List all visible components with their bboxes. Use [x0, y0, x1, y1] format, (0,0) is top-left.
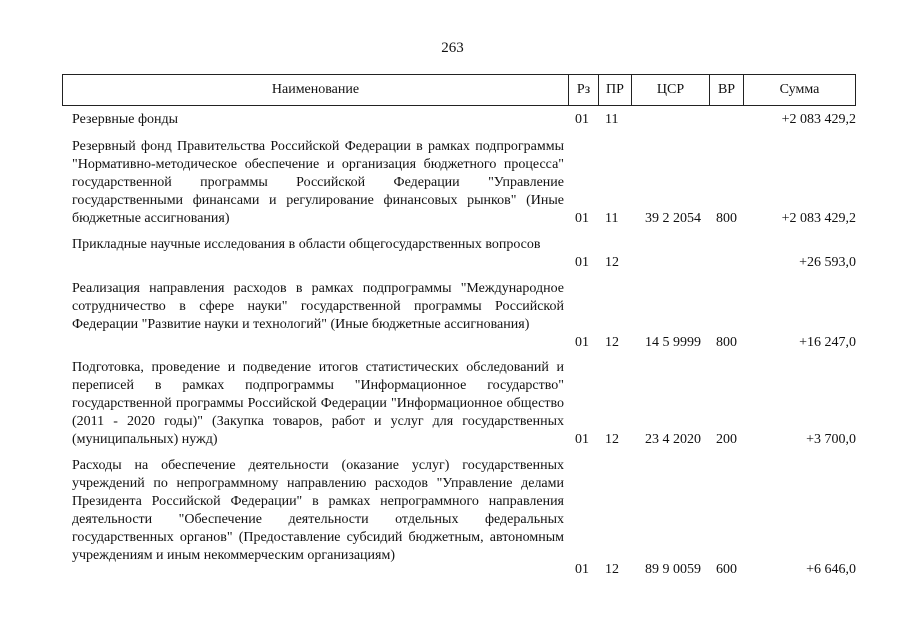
header-rz: Рз: [568, 75, 598, 105]
table-row: [72, 111, 856, 129]
row-sum: +2 083 429,2: [781, 211, 856, 226]
row-name: Прикладные научные исследования в области общегосударственных вопросов: [72, 237, 541, 252]
row-name: Резервный фонд Правительства Российской Федерации в рамках подпрограммы "Нормативно-методическое обеспечение и организация бюджетного процесса" государственной программы Российской Федерации "Управление государственными финансами и регулирование финансовых рынков" (Иные бюджетные ассигнования): [72, 139, 564, 226]
row-vr: 200: [716, 432, 737, 447]
row-rz: 01: [575, 562, 589, 577]
table-row: [72, 138, 856, 228]
row-name: Резервные фонды: [72, 112, 179, 127]
row-sum: +26 593,0: [799, 255, 856, 270]
row-pr: 12: [605, 335, 619, 350]
row-vr: 800: [716, 335, 737, 350]
row-rz: 01: [575, 432, 589, 447]
header-sum: Сумма: [743, 75, 856, 105]
row-pr: 11: [605, 211, 619, 226]
row-rz: 01: [575, 335, 589, 350]
row-pr: 11: [605, 112, 619, 127]
row-pr: 12: [605, 562, 619, 577]
row-sum: +3 700,0: [806, 432, 856, 447]
row-rz: 01: [575, 112, 589, 127]
row-csr: 23 4 2020: [645, 432, 701, 447]
table-row: [72, 236, 856, 272]
row-pr: 12: [605, 432, 619, 447]
row-sum: +6 646,0: [806, 562, 856, 577]
row-csr: 14 5 9999: [645, 335, 701, 350]
row-rz: 01: [575, 211, 589, 226]
table-header: [62, 74, 856, 106]
row-pr: 12: [605, 255, 619, 270]
row-name: Реализация направления расходов в рамках подпрограммы "Международное сотрудничество в сфере науки" государственной программы Российской Федерации "Развитие науки и технологий" (Иные бюджетные ассигнования): [72, 281, 564, 332]
row-rz: 01: [575, 255, 589, 270]
row-name: Расходы на обеспечение деятельности (оказание услуг) государственных учреждений по непрограммному направлению расходов "Управление делами Президента Российской Федерации" в рамках непрограммного направления деятельности "Обеспечение деятельности отдельных федеральных государственных органов" (Предоставление субсидий бюджетным, автономным учреждениям и иным некоммерческим организациям): [72, 458, 564, 563]
table-row: [72, 280, 856, 352]
row-sum: +2 083 429,2: [781, 112, 856, 127]
header-csr: ЦСР: [631, 75, 709, 105]
header-name: Наименование: [62, 75, 568, 105]
table-row: [72, 457, 856, 579]
row-csr: 89 9 0059: [645, 562, 701, 577]
row-vr: 800: [716, 211, 737, 226]
row-vr: 600: [716, 562, 737, 577]
row-csr: 39 2 2054: [645, 211, 701, 226]
row-sum: +16 247,0: [799, 335, 856, 350]
header-pr: ПР: [598, 75, 631, 105]
row-name: Подготовка, проведение и подведение итогов статистических обследований и переписей в рамках подпрограммы "Информационное государство" государственной программы Российской Федерации "Информационное общество (2011 - 2020 годы)" (Закупка товаров, работ и услуг для государственных (муниципальных) нужд): [72, 360, 564, 447]
table-row: [72, 359, 856, 449]
page-number: 263: [441, 40, 464, 56]
header-vr: ВР: [709, 75, 743, 105]
